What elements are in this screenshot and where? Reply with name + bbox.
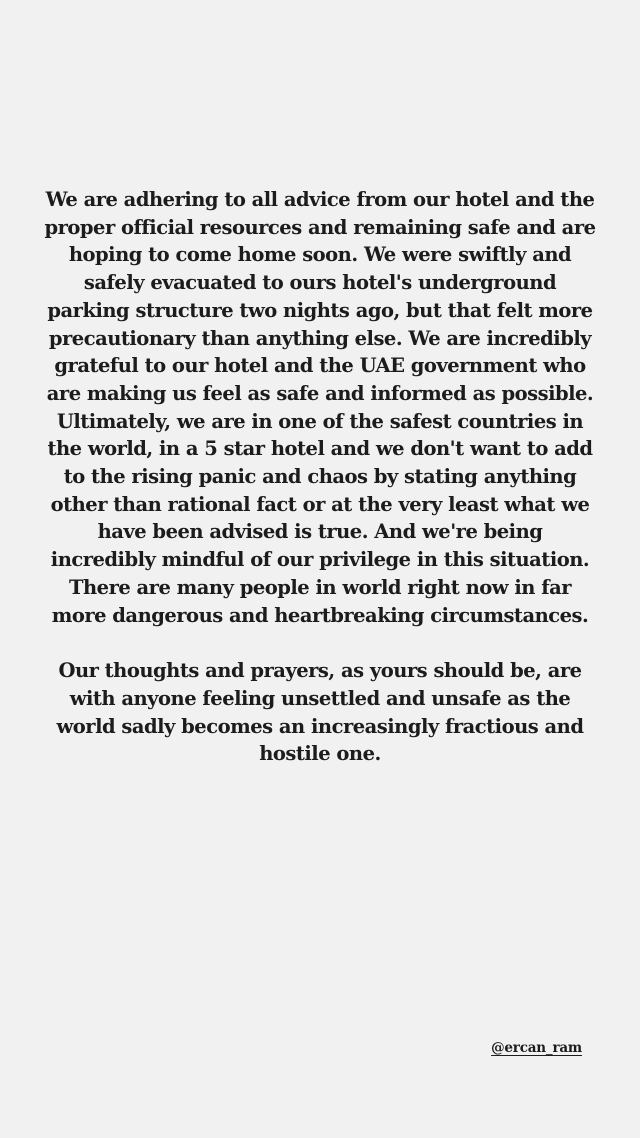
story-text-block	[44, 186, 596, 768]
story-paragraph-1: We are adhering to all advice from our hotel and the proper official resources and remaining safe and are hoping to come home soon. We were swiftly and safely evacuated to ours hotel's underground parking structure two nights ago, but that felt more precautionary than anything else. We are incredibly grateful to our hotel and the UAE government who are making us feel as safe and informed as possible. Ultimately, we are in one of the safest countries in the world, in a 5 star hotel and we don't want to add to the rising panic and chaos by stating anything other than rational fact or at the very least what we have been advised is true. And we're being incredibly mindful of our privilege in this situation. There are many people in world right now in far more dangerous and heartbreaking circumstances.	[44, 188, 596, 627]
mention-tag[interactable]: @ercan_ram	[491, 1040, 582, 1056]
story-paragraph-2: Our thoughts and prayers, as yours should be, are with anyone feeling unsettled and unsafe as the world sadly becomes an increasingly fractious and hostile one.	[56, 659, 584, 766]
